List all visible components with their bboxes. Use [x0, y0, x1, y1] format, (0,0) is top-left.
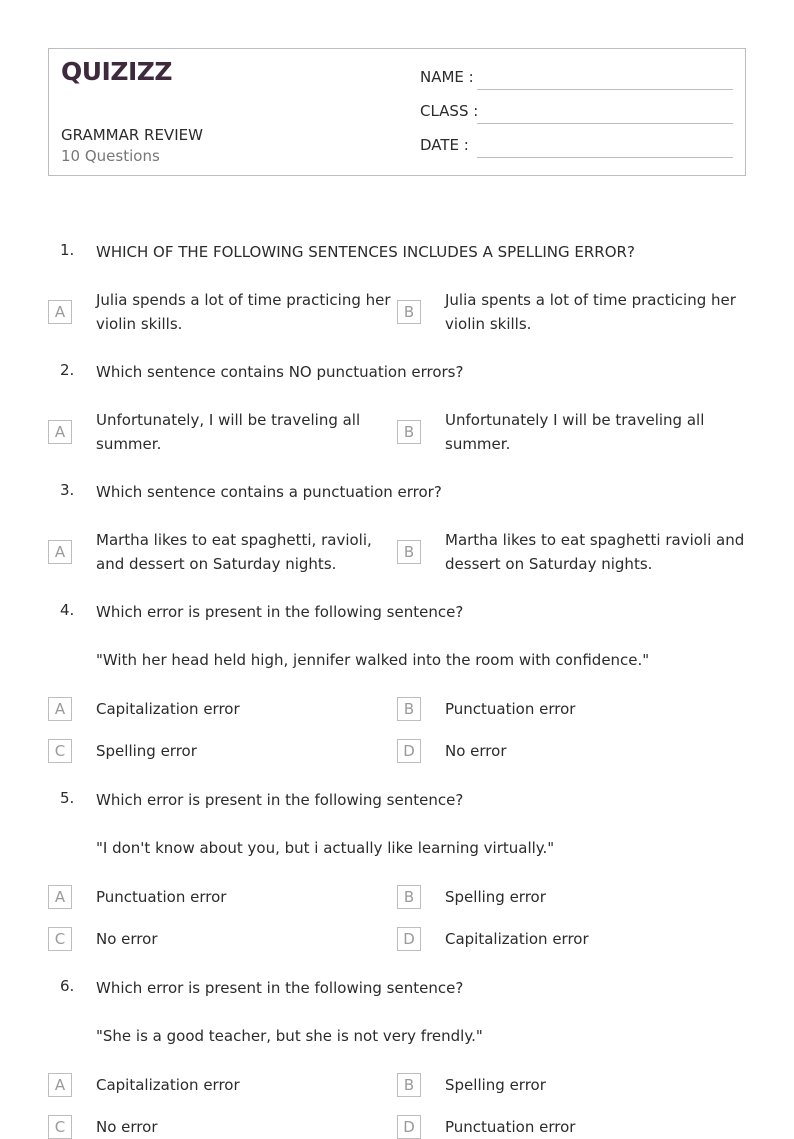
option-text: Spelling error — [445, 1076, 546, 1094]
option-text: No error — [96, 930, 158, 948]
question-number: 5. — [60, 789, 75, 807]
option-letter-box: B — [397, 300, 421, 324]
option-text: Punctuation error — [445, 1118, 576, 1136]
option-letter-box: D — [397, 1115, 421, 1139]
option-letter-box: C — [48, 927, 72, 951]
option-text: Spelling error — [96, 742, 197, 760]
option-text: No error — [96, 1118, 158, 1136]
option-letter-box: C — [48, 1115, 72, 1139]
question-number: 3. — [60, 481, 75, 499]
option-text: No error — [445, 742, 507, 760]
date-line — [477, 157, 733, 158]
name-label: NAME : — [420, 68, 474, 86]
option-text: Julia spents a lot of time practicing her violin skills. — [445, 291, 736, 333]
option-text: Martha likes to eat spaghetti, ravioli, and dessert on Saturday nights. — [96, 531, 372, 573]
class-label: CLASS : — [420, 102, 479, 120]
class-line — [477, 123, 733, 124]
worksheet-title: GRAMMAR REVIEW — [61, 126, 203, 144]
option-text: Capitalization error — [96, 1076, 240, 1094]
option-text: Capitalization error — [96, 700, 240, 718]
option-letter-box: B — [397, 697, 421, 721]
option-letter-box: B — [397, 540, 421, 564]
question-quote: "With her head held high, jennifer walked into the room with confidence." — [96, 651, 650, 669]
question-text: Which sentence contains NO punctuation errors? — [96, 363, 464, 381]
option-letter-box: A — [48, 420, 72, 444]
option-letter-box: B — [397, 885, 421, 909]
option-letter-box: B — [397, 420, 421, 444]
question-text: Which error is present in the following sentence? — [96, 979, 464, 997]
question-number: 6. — [60, 977, 75, 995]
question-quote: "I don't know about you, but i actually like learning virtually." — [96, 839, 555, 857]
question-text: Which sentence contains a punctuation error? — [96, 483, 442, 501]
option-letter-box: B — [397, 1073, 421, 1097]
worksheet-header — [48, 48, 746, 176]
option-letter-box: A — [48, 1073, 72, 1097]
option-text: Julia spends a lot of time practicing her violin skills. — [96, 291, 391, 333]
option-letter-box: C — [48, 739, 72, 763]
name-line — [477, 89, 733, 90]
question-text: Which error is present in the following sentence? — [96, 791, 464, 809]
option-letter-box: D — [397, 739, 421, 763]
question-text: Which error is present in the following sentence? — [96, 603, 464, 621]
question-number: 1. — [60, 241, 75, 259]
option-text: Unfortunately I will be traveling all summer. — [445, 411, 705, 453]
option-letter-box: D — [397, 927, 421, 951]
date-label: DATE : — [420, 136, 469, 154]
question-text: WHICH OF THE FOLLOWING SENTENCES INCLUDES A SPELLING ERROR? — [96, 243, 635, 261]
option-letter-box: A — [48, 300, 72, 324]
option-text: Punctuation error — [445, 700, 576, 718]
option-text: Punctuation error — [96, 888, 227, 906]
option-letter-box: A — [48, 885, 72, 909]
option-letter-box: A — [48, 540, 72, 564]
option-text: Unfortunately, I will be traveling all summer. — [96, 411, 361, 453]
question-number: 4. — [60, 601, 75, 619]
option-text: Martha likes to eat spaghetti ravioli and dessert on Saturday nights. — [445, 531, 745, 573]
option-letter-box: A — [48, 697, 72, 721]
question-count: 10 Questions — [61, 147, 160, 165]
option-text: Spelling error — [445, 888, 546, 906]
quizizz-logo: QUIZIZZ — [61, 57, 173, 86]
question-quote: "She is a good teacher, but she is not very frendly." — [96, 1027, 483, 1045]
option-text: Capitalization error — [445, 930, 589, 948]
question-number: 2. — [60, 361, 75, 379]
